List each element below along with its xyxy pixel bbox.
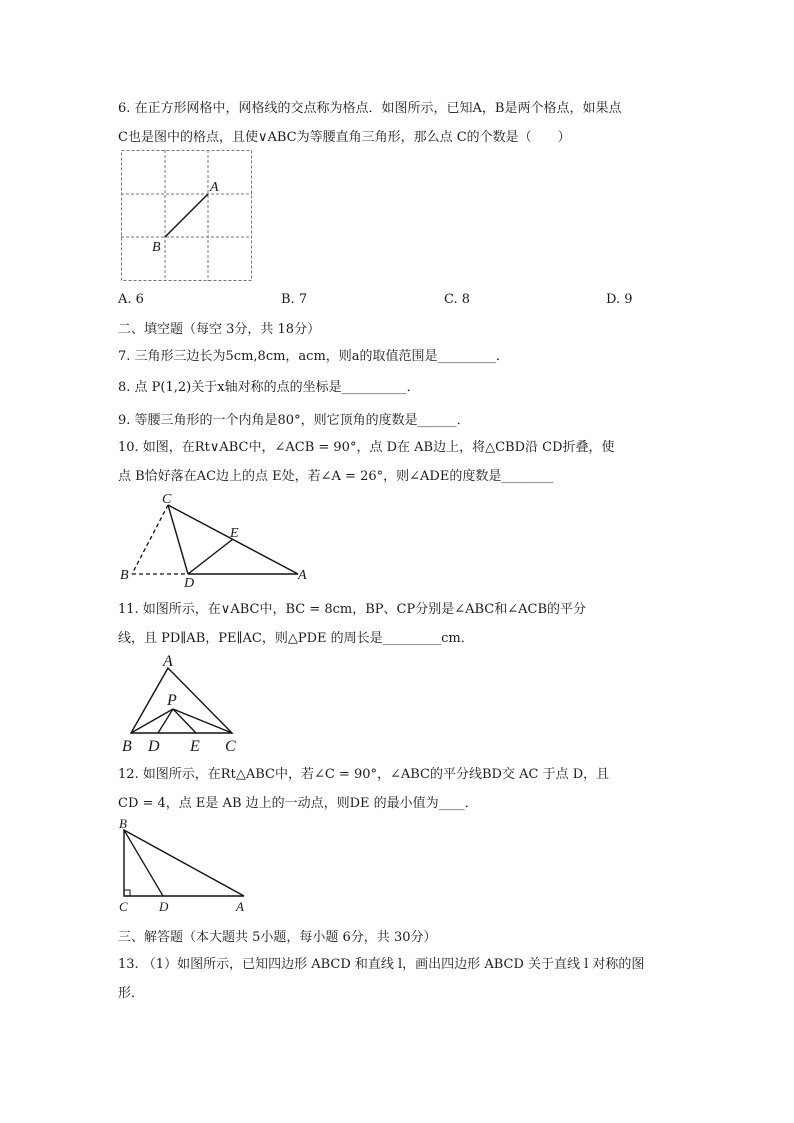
point-b-label: B <box>152 240 161 255</box>
q10-seg-de <box>188 539 233 574</box>
q11-triangle-abc <box>131 668 232 733</box>
q10-triangle-figure <box>118 488 318 588</box>
q11-seg-cp <box>173 709 232 733</box>
q10-label-e: E <box>230 526 239 541</box>
q6-option-d: D. 9 <box>606 292 633 307</box>
q11-label-b: B <box>122 738 132 754</box>
point-a-label: A <box>210 180 219 195</box>
q12-label-c: C <box>119 899 128 914</box>
q7: 7. 三角形三边长为5cm,8cm，acm，则a的取值范围是_________． <box>118 349 510 364</box>
q6-option-c: C. 8 <box>444 292 471 307</box>
q12-label-d: D <box>159 899 169 914</box>
q10-label-a: A <box>298 568 307 583</box>
q10-line1: 10. 如图，在Rt∨ABC中，∠ACB = 90°，点 D在 AB边上，将△CBD沿 CD折叠，使 <box>118 440 615 455</box>
q12-line2: CD = 4，点 E是 AB 边上的一动点，则DE 的最小值为____． <box>118 796 478 811</box>
q10-line2: 点 B恰好落在AC边上的点 E处，若∠A = 26°，则∠ADE的度数是________ <box>118 469 554 484</box>
section-3-heading: 三、解答题（本大题共 5小题，每小题 6分，共 30分） <box>118 930 437 945</box>
q6-option-b: B. 7 <box>281 292 308 307</box>
q12-line1: 12. 如图所示，在Rt△ABC中，若∠C = 90°，∠ABC的平分线BD交 AC 于点 D，且 <box>118 767 610 782</box>
q12-triangle-figure <box>116 815 256 915</box>
q12-seg-bd <box>124 830 163 896</box>
q6-line1: 6. 在正方形网格中，网格线的交点称为格点．如图所示，已知A，B是两个格点，如果点 <box>118 101 622 116</box>
q10-label-d: D <box>184 576 195 588</box>
q11-triangle-figure <box>118 650 248 754</box>
q8: 8. 点 P(1,2)关于x轴对称的点的坐标是__________． <box>118 380 420 395</box>
q11-line2: 线，且 PD∥AB，PE∥AC，则△PDE 的周长是_________cm． <box>118 631 474 646</box>
q13-line2: 形． <box>118 986 145 1001</box>
q6-line2: C也是图中的格点，且使∨ABC为等腰直角三角形，那么点 C的个数是（ ） <box>118 130 571 145</box>
q6-option-a: A. 6 <box>118 292 144 307</box>
q10-label-b: B <box>120 568 129 583</box>
q13-line1: 13. （1）如图所示，已知四边形 ABCD 和直线 l，画出四边形 ABCD 关于直线 l 对称的图 <box>118 957 645 972</box>
q11-line1: 11. 如图所示，在∨ABC中，BC = 8cm，BP、CP分别是∠ABC和∠ACB的平分 <box>118 602 587 617</box>
q6-grid-figure <box>121 150 255 284</box>
section-2-heading: 二、填空题（每空 3分，共 18分） <box>118 322 321 337</box>
q9: 9. 等腰三角形的一个内角是80°，则它顶角的度数是______． <box>118 413 470 428</box>
q11-label-p: P <box>167 692 177 709</box>
q12-right-angle-mark <box>124 890 130 896</box>
q10-seg-cb <box>132 505 168 574</box>
q12-label-a: A <box>236 899 244 914</box>
q11-label-c: C <box>225 738 236 754</box>
q12-label-b: B <box>119 816 127 831</box>
q10-label-c: C <box>162 492 172 507</box>
q11-label-a: A <box>163 653 173 670</box>
q10-seg-cd <box>168 505 188 574</box>
q11-seg-pe <box>173 709 196 733</box>
q11-label-e: E <box>190 738 200 754</box>
segment-ab <box>165 194 208 237</box>
q12-triangle-bca <box>124 830 244 896</box>
q11-label-d: D <box>148 738 160 754</box>
